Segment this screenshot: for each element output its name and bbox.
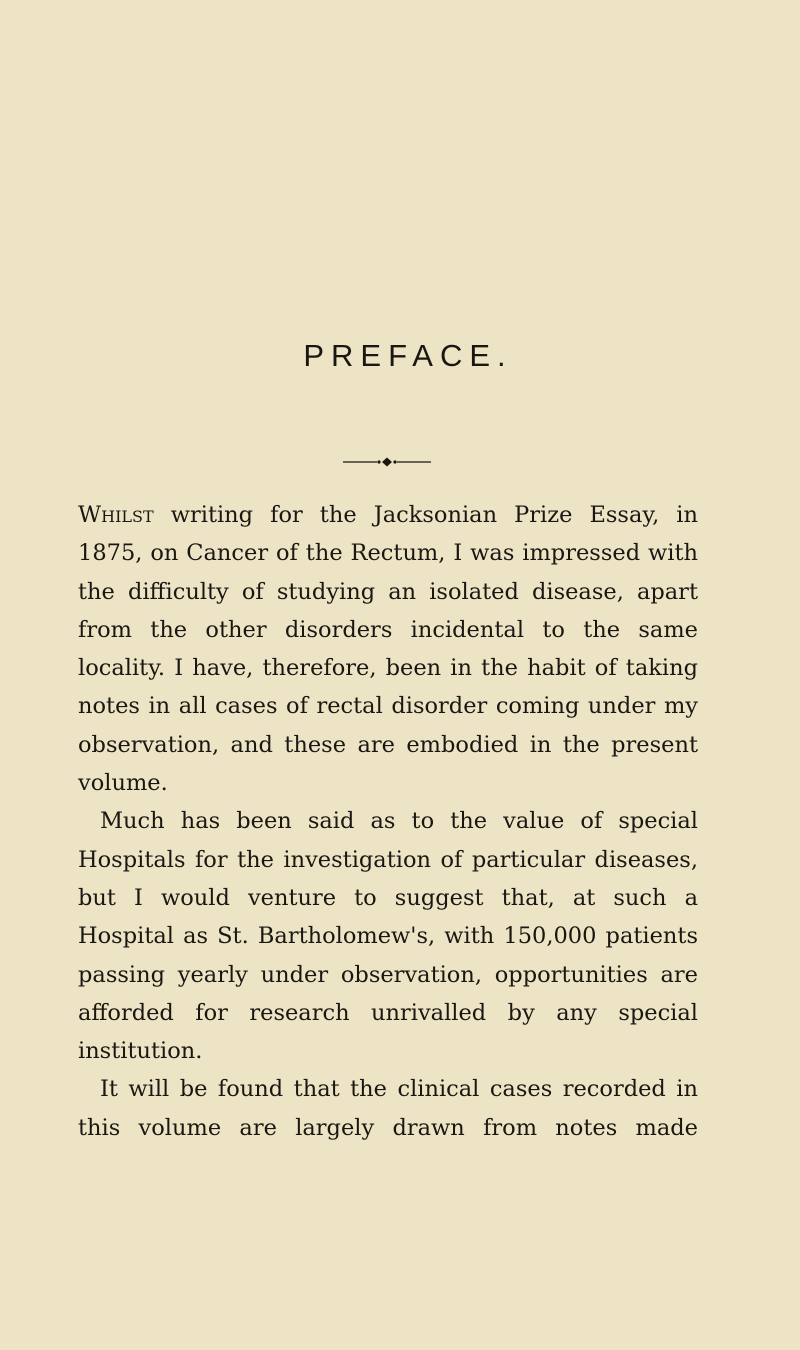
- ornamental-rule: [343, 455, 431, 469]
- lead-word: Whilst: [78, 502, 154, 528]
- paragraph-2: Much has been said as to the value of special Hospitals for the investigation of particular diseases, but I would venture to suggest that, at such a Hospital as St. Bartholomew's, with 150,000 patients passing yearly under observation, opportunities are afforded for research unrivalled by any special institution.: [78, 808, 698, 1065]
- paragraph-1: [78, 496, 698, 802]
- paragraph-3: It will be found that the clinical cases recorded in this volume are largely drawn from notes made: [78, 1076, 698, 1141]
- preface-text: [78, 496, 698, 1147]
- page-title: PREFACE.: [303, 338, 513, 373]
- paragraph-1-text: writing for the Jacksonian Prize Essay, in 1875, on Cancer of the Rectum, I was impressed with the difficulty of studying an isolated disease, apart from the other disorders incidental to the same locality. I have, therefore, been in the habit of taking notes in all cases of rectal disorder coming under my observation, and these are embodied in the present volume.: [78, 502, 698, 797]
